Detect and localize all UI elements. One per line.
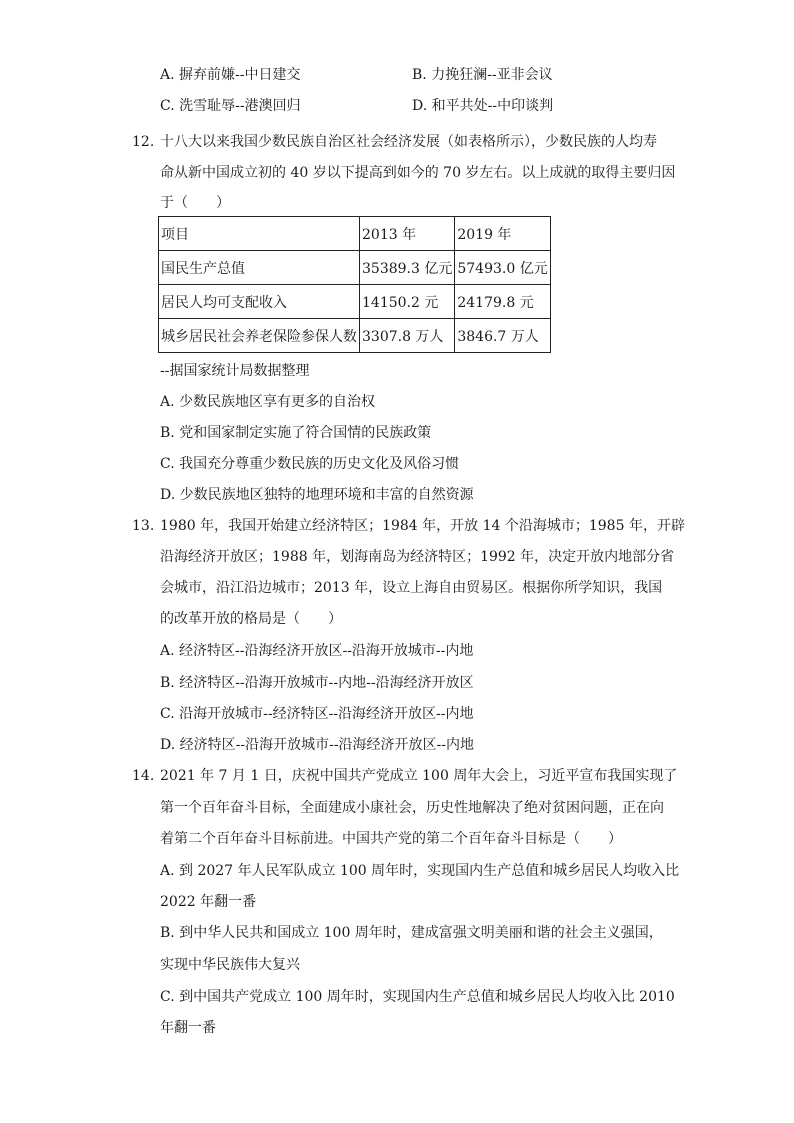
- table-header-2013: 2013 年: [360, 217, 455, 251]
- q12-option-c[interactable]: C. 我国充分尊重少数民族的历史文化及风俗习惯: [160, 456, 460, 472]
- q12-stem-line-3: 于（ ）: [160, 195, 230, 211]
- q13-stem-line-3: 会城市，沿江沿边城市；2013 年，设立上海自由贸易区。根据你所学知识，我国: [160, 580, 663, 596]
- table-cell: 3307.8 万人: [360, 319, 455, 353]
- q14-stem-line-1: 2021 年 7 月 1 日，庆祝中国共产党成立 100 周年大会上，习近平宣布我国实现了: [160, 768, 678, 784]
- q14-option-b-line-1[interactable]: B. 到中华人民共和国成立 100 周年时，建成富强文明美丽和谐的社会主义强国，: [160, 925, 663, 941]
- q12-stem-line-1: 十八大以来我国少数民族自治区社会经济发展（如表格所示），少数民族的人均寿: [160, 134, 657, 150]
- table-header-item: 项目: [159, 217, 360, 251]
- q14-stem-line-3: 着第二个百年奋斗目标前进。中国共产党的第二个百年奋斗目标是（ ）: [160, 831, 622, 847]
- q13-stem-line-4: 的改革开放的格局是（ ）: [160, 611, 342, 627]
- q11-option-b[interactable]: B. 力挽狂澜--亚非会议: [412, 67, 553, 83]
- table-row: [159, 319, 551, 353]
- q14-option-b-line-2[interactable]: 实现中华民族伟大复兴: [160, 957, 300, 973]
- q13-option-a[interactable]: A. 经济特区--沿海经济开放区--沿海开放城市--内地: [160, 643, 474, 659]
- q14-stem-line-2: 第一个百年奋斗目标，全面建成小康社会，历史性地解决了绝对贫困问题，正在向: [160, 800, 664, 816]
- q13-option-b[interactable]: B. 经济特区--沿海开放城市--内地--沿海经济开放区: [160, 675, 474, 691]
- q12-number: 12.: [132, 134, 155, 150]
- table-cell: 城乡居民社会养老保险参保人数: [159, 319, 360, 353]
- q12-data-table: [158, 216, 551, 353]
- q14-option-a-line-2[interactable]: 2022 年翻一番: [160, 894, 257, 910]
- q14-option-c-line-2[interactable]: 年翻一番: [160, 1020, 216, 1036]
- q12-option-d[interactable]: D. 少数民族地区独特的地理环境和丰富的自然资源: [160, 487, 474, 503]
- table-row: [159, 251, 551, 285]
- q14-option-a-line-1[interactable]: A. 到 2027 年人民军队成立 100 周年时，实现国内生产总值和城乡居民人均收入比: [160, 863, 680, 879]
- table-cell: 居民人均可支配收入: [159, 285, 360, 319]
- table-cell: 57493.0 亿元: [455, 251, 550, 285]
- q11-option-c[interactable]: C. 洗雪耻辱--港澳回归: [160, 98, 301, 114]
- table-cell: 35389.3 亿元: [360, 251, 455, 285]
- q11-option-a[interactable]: A. 摒弃前嫌--中日建交: [160, 67, 301, 83]
- q12-stem-line-2: 命从新中国成立初的 40 岁以下提高到如今的 70 岁左右。以上成就的取得主要归因: [160, 165, 676, 181]
- q13-option-d[interactable]: D. 经济特区--沿海开放城市--沿海经济开放区--内地: [160, 737, 475, 753]
- q13-option-c[interactable]: C. 沿海开放城市--经济特区--沿海经济开放区--内地: [160, 706, 474, 722]
- table-cell: 14150.2 元: [360, 285, 455, 319]
- q13-stem-line-1: 1980 年，我国开始建立经济特区；1984 年，开放 14 个沿海城市；1985 年，开辟: [160, 518, 685, 534]
- q11-option-d[interactable]: D. 和平共处--中印谈判: [412, 98, 554, 114]
- table-header-row: [159, 217, 551, 251]
- q13-number: 13.: [132, 518, 155, 534]
- q14-number: 14.: [132, 768, 155, 784]
- q12-option-a[interactable]: A. 少数民族地区享有更多的自治权: [160, 394, 376, 410]
- q14-option-c-line-1[interactable]: C. 到中国共产党成立 100 周年时，实现国内生产总值和城乡居民人均收入比 2010: [160, 989, 675, 1005]
- q12-table-source: --据国家统计局数据整理: [160, 363, 310, 379]
- q13-stem-line-2: 沿海经济开放区；1988 年，划海南岛为经济特区；1992 年，决定开放内地部分省: [160, 549, 675, 565]
- table-cell: 国民生产总值: [159, 251, 360, 285]
- table-header-2019: 2019 年: [455, 217, 550, 251]
- table-cell: 24179.8 元: [455, 285, 550, 319]
- table-row: [159, 285, 551, 319]
- q12-option-b[interactable]: B. 党和国家制定实施了符合国情的民族政策: [160, 425, 432, 441]
- table-cell: 3846.7 万人: [455, 319, 550, 353]
